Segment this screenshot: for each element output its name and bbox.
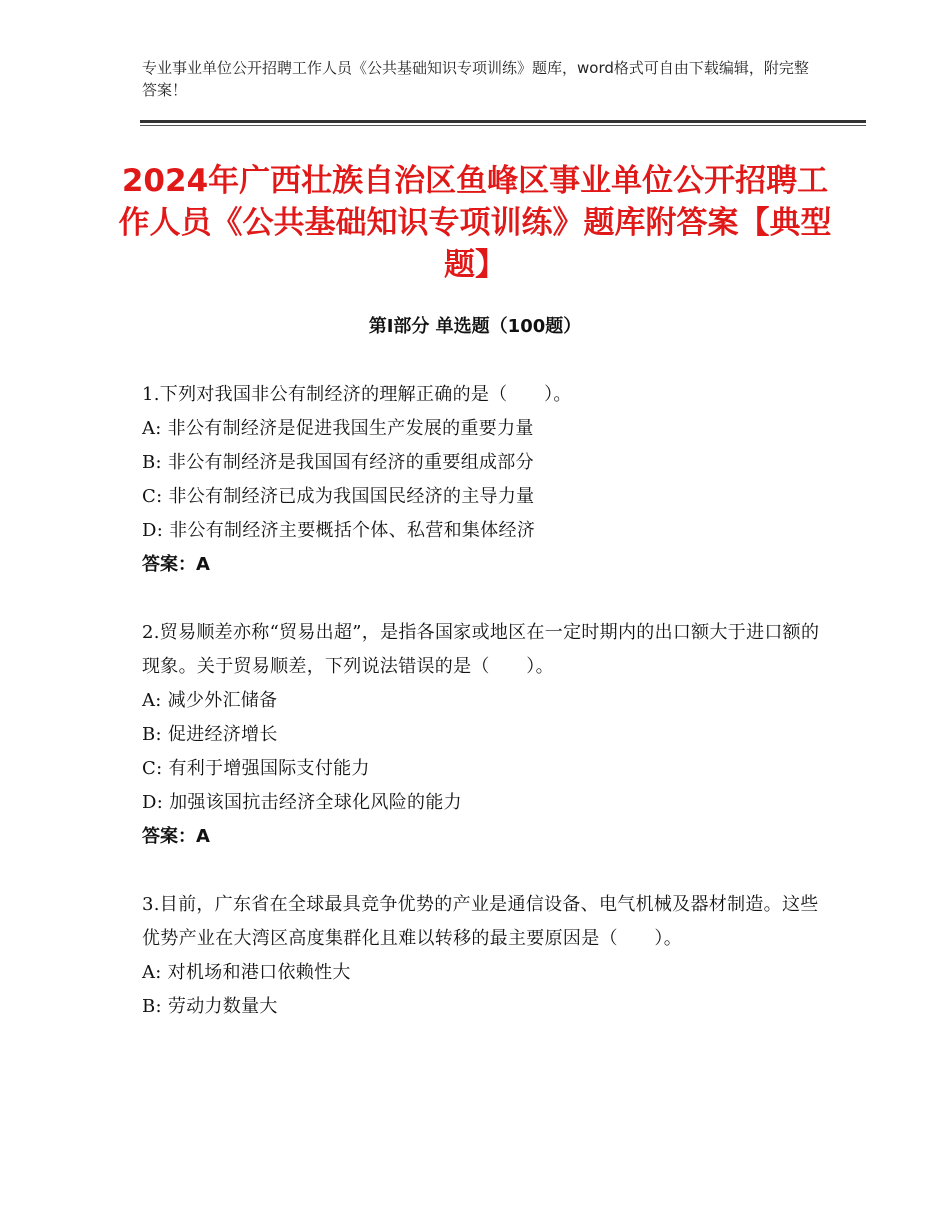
option-d: D: 非公有制经济主要概括个体、私营和集体经济 xyxy=(142,520,536,541)
option-b: B: 促进经济增长 xyxy=(142,724,278,745)
question-stem: 2.贸易顺差亦称“贸易出超”，是指各国家或地区在一定时期内的出口额大于进口额的现象。关于贸易顺差，下列说法错误的是（ ）。 xyxy=(142,622,820,677)
question-1 xyxy=(142,378,822,582)
option-a: A: 对机场和港口依赖性大 xyxy=(142,962,351,983)
option-c: C: 有利于增强国际支付能力 xyxy=(142,758,370,779)
section-title: 第Ⅰ部分 单选题（100题） xyxy=(368,316,582,337)
document-title: 2024年广西壮族自治区鱼峰区事业单位公开招聘工作人员《公共基础知识专项训练》题库附答案【典型题】 xyxy=(118,163,832,283)
question-stem: 1.下列对我国非公有制经济的理解正确的是（ ）。 xyxy=(142,384,572,405)
option-b: B: 非公有制经济是我国国有经济的重要组成部分 xyxy=(142,452,534,473)
answer-text: 答案：A xyxy=(142,554,210,575)
header-note: 专业事业单位公开招聘工作人员《公共基础知识专项训练》题库，word格式可自由下载编辑，附完整答案！ xyxy=(142,59,809,99)
header-divider-thin xyxy=(140,125,866,126)
header-divider-thick xyxy=(140,120,866,123)
option-d: D: 加强该国抗击经济全球化风险的能力 xyxy=(142,792,462,813)
question-2 xyxy=(142,616,822,854)
option-c: C: 非公有制经济已成为我国国民经济的主导力量 xyxy=(142,486,535,507)
answer-text: 答案：A xyxy=(142,826,210,847)
option-a: A: 非公有制经济是促进我国生产发展的重要力量 xyxy=(142,418,534,439)
question-list xyxy=(142,378,822,1058)
option-a: A: 减少外汇储备 xyxy=(142,690,278,711)
question-3 xyxy=(142,888,822,1024)
option-b: B: 劳动力数量大 xyxy=(142,996,278,1017)
question-stem: 3.目前，广东省在全球最具竞争优势的产业是通信设备、电气机械及器材制造。这些优势产业在大湾区高度集群化且难以转移的最主要原因是（ ）。 xyxy=(142,894,819,949)
